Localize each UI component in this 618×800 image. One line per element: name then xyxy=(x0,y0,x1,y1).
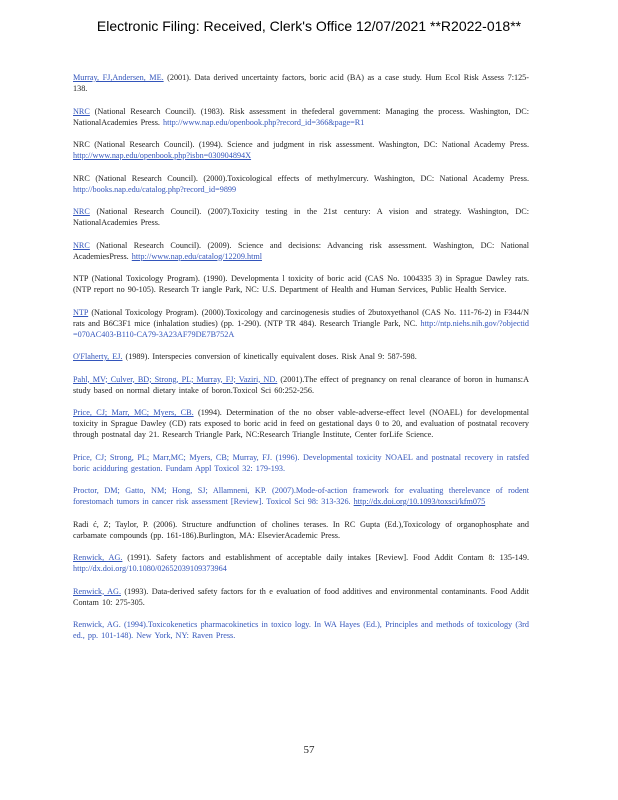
reference-entry xyxy=(73,485,529,507)
reference-url[interactable]: http://www.nap.edu/openbook.php?isbn=030904894X xyxy=(73,151,252,160)
reference-entry xyxy=(73,374,529,396)
reference-text: (2001). Data derived uncertainty factors, boric acid (BA) as a case study. Hum Ecol Risk Assess 7:125-138. xyxy=(73,73,529,93)
reference-entry xyxy=(73,139,529,161)
reference-entry xyxy=(73,619,529,641)
reference-author-link[interactable]: Renwick, AG. xyxy=(73,553,123,562)
reference-url[interactable]: http://www.nap.edu/openbook.php?record_id=366&page=R1 xyxy=(163,117,365,127)
reference-entry xyxy=(73,586,529,608)
reference-url[interactable]: http://dx.doi.org/10.1093/toxsci/kfm075 xyxy=(353,497,486,506)
reference-entry xyxy=(73,452,529,474)
reference-author-link[interactable]: NRC xyxy=(73,207,90,216)
reference-entry xyxy=(73,307,529,340)
filing-header: Electronic Filing: Received, Clerk's Office 12/07/2021 **R2022-018** xyxy=(96,18,522,34)
reference-author-link[interactable]: NTP xyxy=(73,307,89,317)
reference-text: (1989). Interspecies conversion of kinetically equivalent doses. Risk Anal 9: 587-598. xyxy=(122,352,417,361)
reference-text: (National Research Council). (2009). Science and decisions: Advancing risk assessment. Washington, DC: National AcademiesPress. xyxy=(73,240,529,261)
reference-entry xyxy=(73,240,529,262)
reference-text[interactable]: Proctor, DM; Gatto, NM; Hong, SJ; Allamneni, KP. (2007).Mode-of-action framework for evaluating therelevance of rodent forestomach tumors in cancer risk assessment [Review]. Toxicol Sci 98: 313-326. xyxy=(73,486,529,506)
reference-author-link[interactable]: NRC xyxy=(73,106,90,116)
reference-entry xyxy=(73,72,529,94)
reference-author-link[interactable]: NRC xyxy=(73,240,90,250)
reference-text: (National Toxicology Program). (2000).Toxicology and carcinogenesis studies of 2butoxyethanol (CAS No. 111-76-2) in F344/N rats and B6C3F1 mice (inhalation studies) (pp. 1-290). (NTP TR 484). Research Triangle Park, NC. xyxy=(73,307,529,328)
reference-url[interactable]: http://dx.doi.org/10.1080/02652039109373964 xyxy=(73,564,227,573)
reference-url[interactable]: http://ntp.niehs.nih.gov/?objectid =070AC403-B110-CA79-3A23AF79DE7B752A xyxy=(73,318,529,339)
reference-url[interactable]: http://www.nap.edu/catalog/12209.html xyxy=(131,251,262,261)
reference-entry xyxy=(73,519,529,541)
reference-entry xyxy=(73,206,529,228)
reference-text: (1994). Determination of the no obser vable-adverse-effect level (NOAEL) for developmental toxicity in Sprague Dawley (CD) rats exposed to boric acid in feed on gestational days 0 to 20, and evaluation of postnatal recovery through postnatal day 21. Research Triangle Park, NC:Research Triangle Institute, Center forLife Science. xyxy=(73,408,529,439)
reference-text: (1991). Safety factors and establishment of acceptable daily intakes [Review]. Food Addit Contam 8: 135-149. xyxy=(122,553,529,562)
reference-text: NTP (National Toxicology Program). (1990). Developmenta l toxicity of boric acid (CAS No. 1004335 3) in Sprague Dawley rats. (NTP report no 90-105). Research Tr iangle Park, NC: U.S. Department of Health and Human Services, Public Health Service. xyxy=(73,274,529,294)
reference-author-link[interactable]: Pahl, MV; Culver, BD; Strong, PL; Murray, FJ; Vaziri, ND. xyxy=(73,374,278,384)
page-number: 57 xyxy=(303,744,315,756)
reference-text: (1993). Data-derived safety factors for th e evaluation of food additives and environmental contaminants. Food Addit Contam 10: 275-305. xyxy=(73,586,529,607)
reference-text: NRC (National Research Council). (1994). Science and judgment in risk assessment. Washington, DC: National Academy Press. xyxy=(73,140,529,149)
reference-list xyxy=(73,72,529,653)
reference-author-link[interactable]: O'Flaherty, EJ. xyxy=(73,352,123,361)
reference-entry xyxy=(73,351,529,362)
reference-entry xyxy=(73,106,529,128)
reference-text: NRC (National Research Council). (2000).Toxicological effects of methylmercury. Washington, DC: National Academy Press. xyxy=(73,173,529,183)
reference-entry xyxy=(73,173,529,195)
reference-text[interactable]: Price, CJ; Strong, PL; Marr,MC; Myers, CB; Murray, FJ. (1996). Developmental toxicity NOAEL and postnatal recovery in ratsfed boric acidduring gestation. Fundam Appl Toxicol 32: 179-193. xyxy=(73,452,529,473)
reference-text: (National Research Council). (2007).Toxicity testing in the 21st century: A vision and strategy. Washington, DC: NationalAcademies Press. xyxy=(73,207,529,227)
reference-entry xyxy=(73,552,529,574)
reference-entry xyxy=(73,407,529,440)
reference-text[interactable]: Renwick, AG. (1994).Toxicokenetics pharmacokinetics in toxico logy. In WA Hayes (Ed.), Principles and methods of toxicology (3rd ed., pp. 101-148). New York, NY: Raven Press. xyxy=(73,620,529,640)
reference-url[interactable]: http://books.nap.edu/catalog.php?record_id=9899 xyxy=(73,184,237,194)
reference-entry xyxy=(73,273,529,295)
reference-text: (National Research Council). (1983). Risk assessment in thefederal government: Managing the process. Washington, DC: NationalAcademies Press. xyxy=(73,106,529,127)
reference-author-link[interactable]: Price, CJ; Marr, MC; Myers, CB. xyxy=(73,408,194,417)
reference-author-link[interactable]: Murray, FJ,Andersen, ME. xyxy=(73,73,164,82)
reference-author-link[interactable]: Renwick, AG. xyxy=(73,586,121,596)
reference-text: Radi ć, Z; Taylor, P. (2006). Structure andfunction of cholines terases. In RC Gupta (Ed.),Toxicology of organophosphate and carbamate compounds (pp. 161-186).Burlington, MA: ElsevierAcademic Press. xyxy=(73,519,529,540)
reference-text: (2001).The effect of pregnancy on renal clearance of boron in humans:A study based on normal dietary intake of boron.Toxicol Sci 60:252-256. xyxy=(73,374,529,395)
